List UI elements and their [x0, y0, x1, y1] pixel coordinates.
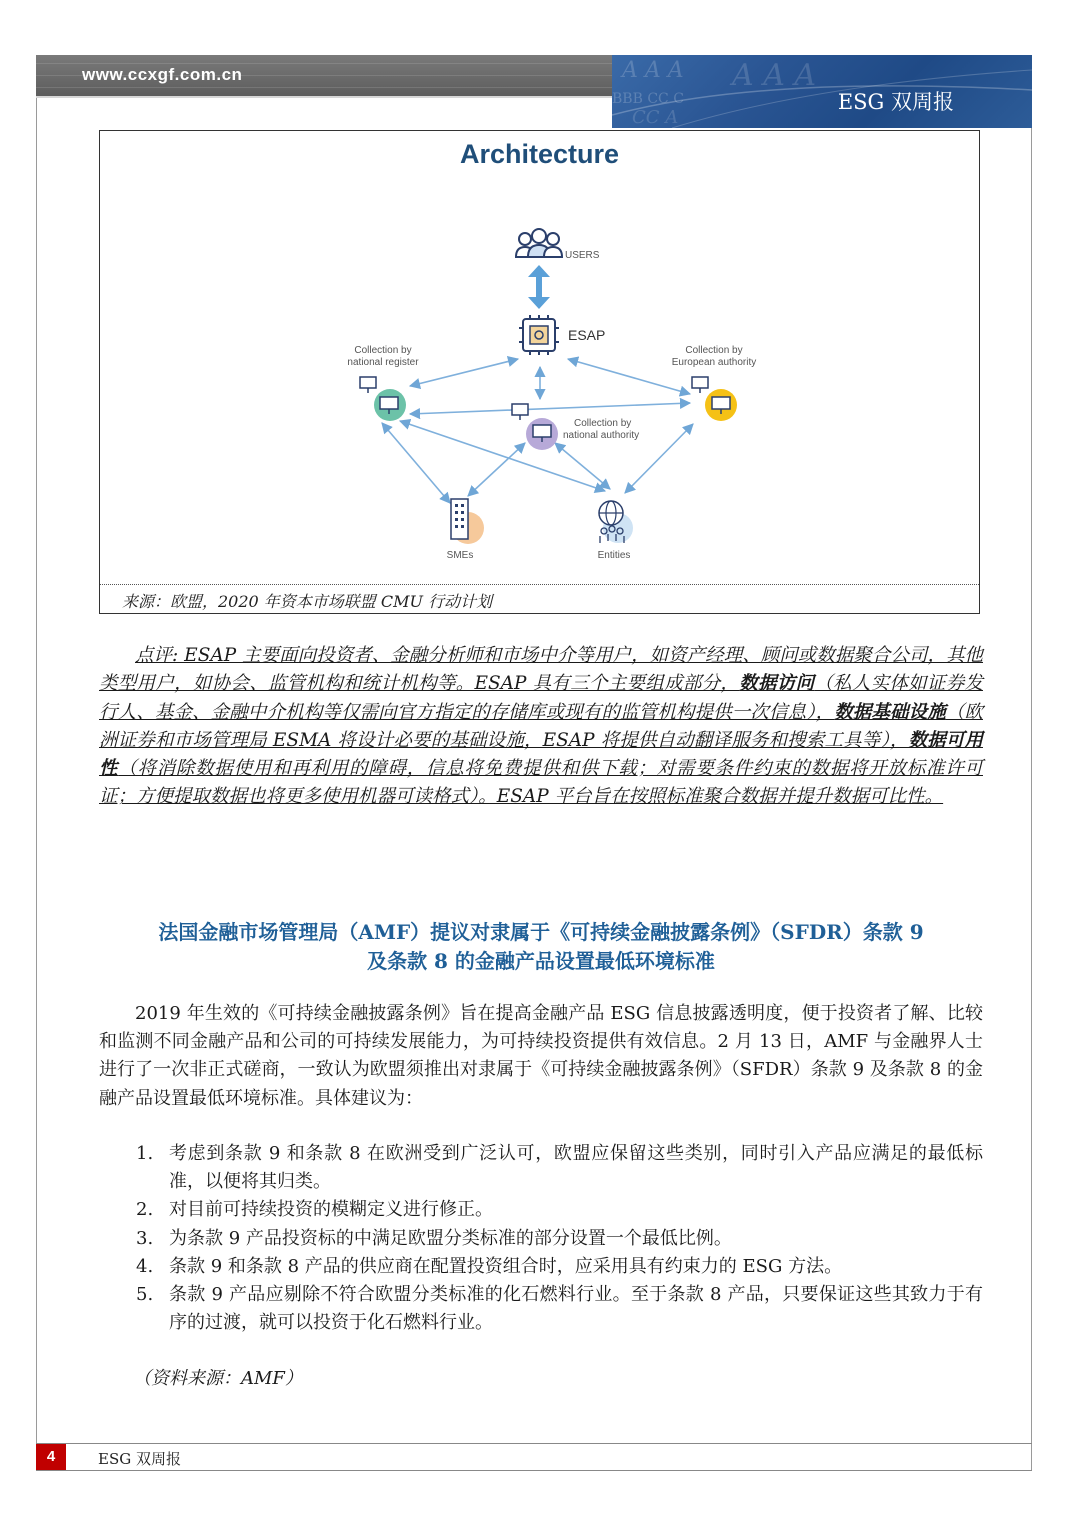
- source-note: （资料来源：AMF）: [133, 1368, 303, 1389]
- commentary-paragraph: [99, 642, 983, 812]
- esap-label: ESAP: [568, 327, 606, 343]
- svg-text:A A A: A A A: [732, 58, 817, 93]
- commentary-bold-data-access: 数据访问: [739, 673, 815, 695]
- national-register-label-2: national register: [347, 357, 419, 368]
- commentary-bold-data-availability: 数据可用性: [99, 729, 983, 780]
- users-label: USERS: [565, 250, 600, 261]
- smes-building-icon: [451, 499, 484, 544]
- architecture-figure: [99, 130, 980, 614]
- commentary-text-3: （欧洲证券和市场管理局 ESMA 将设计必要的基础设施，ESAP 将提供自动翻译服务和搜索工具等），: [99, 701, 983, 751]
- footer-top-rule: [36, 1443, 1032, 1444]
- body-paragraph: 2019 年生效的《可持续金融披露条例》旨在提高金融产品 ESG 信息披露透明度，便于投资者了解、比较和监测不同金融产品和公司的可持续发展能力，为可持续投资提供有效信息。2 月 13 日，AMF 与金融界人士进行了一次非正式磋商，一致认为欧盟须推出对隶属于《可持续金融披露条例》（SFDR）条款 9 及条款 8 的金融产品设置最低环境标准。具体建议为：: [99, 1003, 983, 1109]
- figure-caption-divider: [100, 584, 979, 585]
- national-authority-icon: [512, 404, 558, 450]
- section-heading-line-2: 及条款 8 的金融产品设置最低环境标准: [367, 949, 715, 973]
- commentary-text-2: （私人实体如证券发行人、基金、金融中介机构等仅需向官方指定的存储库或现有的监管机构提供一次信息），: [99, 673, 983, 723]
- list-item: 4. 条款 9 和条款 8 产品的供应商在配置投资组合时，应采用具有约束力的 ESG 方法。: [136, 1255, 843, 1277]
- svg-text:A A A: A A A: [622, 58, 684, 83]
- header-title: ESG 双周报: [837, 90, 954, 114]
- national-authority-label-2: national authority: [563, 430, 640, 441]
- figure-caption: 来源：欧盟，2020 年资本市场联盟 CMU 行动计划: [122, 592, 493, 611]
- national-register-icon: [360, 377, 406, 421]
- commentary-text-4: （将消除数据使用和再利用的障碍，信息将免费提供和供下载；对需要条件约束的数据将开放标准许可证；方便提取数据也将更多使用机器可读格式）。ESAP 平台旨在按照标准聚合数据并提升数据可比性。: [99, 758, 983, 808]
- header-divider: [36, 96, 612, 98]
- european-authority-label-2: European authority: [671, 357, 757, 368]
- smes-label: SMEs: [446, 550, 474, 561]
- commentary-bold-data-infrastructure: 数据基础设施: [834, 701, 946, 723]
- list-item: 3. 为条款 9 产品投资标的中满足欧盟分类标准的部分设置一个最低比例。: [136, 1227, 732, 1249]
- section-heading-line-1: 法国金融市场管理局（AMF）提议对隶属于《可持续金融披露条例》（SFDR）条款 9: [158, 920, 924, 944]
- recommendation-list: [99, 1140, 983, 1337]
- commentary-text-1: 点评: ESAP 主要面向投资者、金融分析师和市场中介等用户，如资产经理、顾问或数据聚合公司，其他类型用户，如协会、监管机构和统计机构等。ESAP 具有三个主要组成部分，: [99, 645, 983, 695]
- page-header: [36, 55, 1032, 128]
- header-gray-bar: [36, 55, 612, 97]
- users-icon: [516, 229, 562, 257]
- figure-title: Architecture: [459, 139, 620, 169]
- esap-chip-icon: [519, 315, 559, 355]
- users-esap-arrow: [528, 265, 550, 309]
- header-url[interactable]: www.ccxgf.com.cn: [82, 65, 243, 84]
- svg-text:BBB CC C: BBB CC C: [612, 91, 684, 107]
- national-register-label-1: Collection by: [354, 345, 412, 356]
- footer-bottom-rule: [36, 1470, 1032, 1471]
- list-item: 2. 对目前可持续投资的模糊定义进行修正。: [136, 1199, 493, 1221]
- header-blue-banner: [612, 55, 1032, 128]
- european-authority-label-1: Collection by: [685, 345, 743, 356]
- section-heading: [99, 918, 983, 976]
- list-item: 5. 条款 9 产品应剔除不符合欧盟分类标准的化石燃料行业。至于条款 8 产品，只要保证这些其致力于有序的过渡，就可以投资于化石燃料行业。: [136, 1284, 983, 1334]
- national-authority-label-1: Collection by: [574, 418, 632, 429]
- entities-label: Entities: [597, 550, 631, 561]
- svg-text:CC A: CC A: [632, 107, 679, 128]
- page-number: 4: [36, 1444, 66, 1470]
- architecture-diagram: [100, 131, 981, 585]
- entities-globe-icon: [599, 501, 633, 543]
- banner-pattern: [612, 55, 1032, 128]
- european-authority-icon: [692, 377, 737, 421]
- list-item: 1. 考虑到条款 9 和条款 8 在欧洲受到广泛认可，欧盟应保留这些类别，同时引入产品应满足的最低标准，以便将其归类。: [136, 1143, 983, 1193]
- footer-title: ESG 双周报: [98, 1450, 181, 1468]
